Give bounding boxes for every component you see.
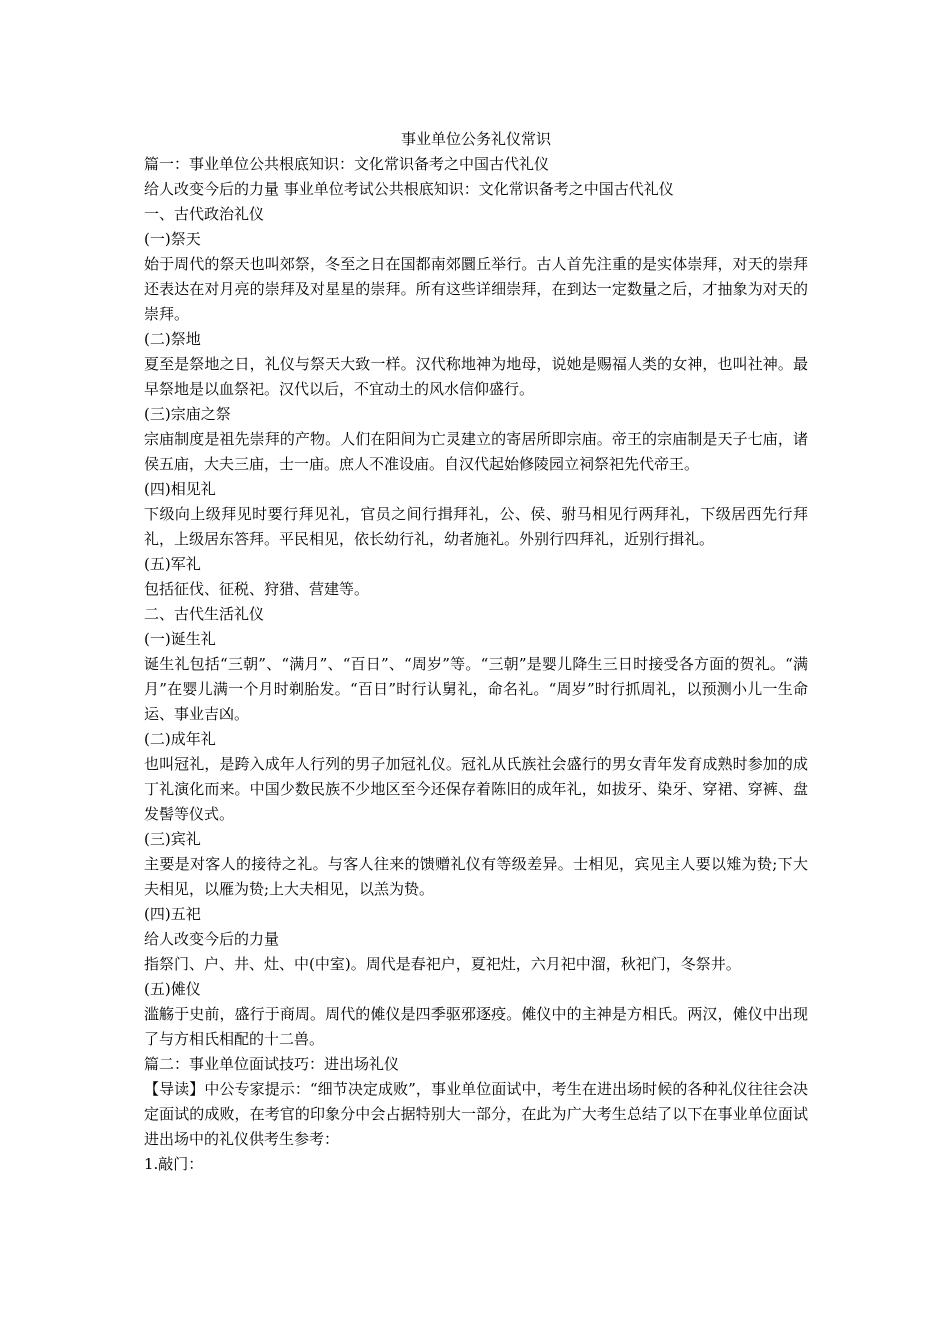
paragraph-five-sacrifices: 指祭门、户、井、灶、中(中室)。周代是春祀户，夏祀灶，六月祀中溜，秋祀门，冬祭井。 [144,955,741,973]
paragraph-nuo-rites: 滥觞于史前，盛行于商周。周代的傩仪是四季驱邪逐疫。傩仪中的主神是方相氏。两汉，傩仪中出现了与方相氏相配的十二兽。 [144,1005,808,1048]
paragraph-birth-rites: 诞生礼包括“三朝”、“满月”、“百日”、“周岁”等。“三朝”是婴儿降生三日时接受各方面的贺礼。“满月”在婴儿满一个月时剃胎发。“百日”时行认舅礼，命名礼。“周岁”时行抓周礼，以预测小儿一生命运、事业吉凶。 [144,655,808,723]
subheading-worship-heaven: (一)祭天 [144,230,201,248]
subheading-military-rites: (五)军礼 [144,555,201,573]
section-heading-life-rites: 二、古代生活礼仪 [144,605,265,623]
paragraph-meeting-rites: 下级向上级拜见时要行拜见礼，官员之间行揖拜礼，公、侯、驸马相见行两拜礼，下级居西先行拜礼，上级居东答拜。平民相见，依长幼行礼，幼者施礼。外别行四拜礼，近别行揖礼。 [144,505,808,548]
subheading-worship-earth: (二)祭地 [144,330,201,348]
subheading-nuo-rites: (五)傩仪 [144,980,201,998]
paragraph-article-1-heading: 篇一：事业单位公共根底知识：文化常识备考之中国古代礼仪 [144,155,550,173]
document-title: 事业单位公务礼仪常识 [400,130,551,148]
paragraph-knock-door: 1.敲门： [144,1155,204,1173]
section-heading-political-rites: 一、古代政治礼仪 [144,205,265,223]
paragraph-coming-of-age: 也叫冠礼，是跨入成年人行列的男子加冠礼仪。冠礼从氏族社会盛行的男女青年发育成熟时参加的成丁礼演化而来。中国少数民族不少地区至今还保存着陈旧的成年礼，如拔牙、染牙、穿裙、穿裤、盘发髻等仪式。 [144,755,808,823]
paragraph-ancestral-temple: 宗庙制度是祖先崇拜的产物。人们在阳间为亡灵建立的寄居所即宗庙。帝王的宗庙制是天子七庙，诸侯五庙，大夫三庙，士一庙。庶人不准设庙。自汉代起始修陵园立祠祭祀先代帝王。 [144,430,808,473]
paragraph-slogan: 给人改变今后的力量 事业单位考试公共根底知识：文化常识备考之中国古代礼仪 [144,180,674,198]
paragraph-worship-heaven: 始于周代的祭天也叫郊祭，冬至之日在国都南郊圜丘举行。古人首先注重的是实体崇拜，对天的崇拜还表达在对月亮的崇拜及对星星的崇拜。所有这些详细崇拜，在到达一定数量之后，才抽象为对天的崇拜。 [144,255,808,323]
paragraph-worship-earth: 夏至是祭地之日，礼仪与祭天大致一样。汉代称地神为地母，说她是赐福人类的女神，也叫社神。最早祭地是以血祭祀。汉代以后，不宜动土的风水信仰盛行。 [144,355,808,398]
paragraph-slogan-repeat: 给人改变今后的力量 [144,930,280,948]
paragraph-article-2-heading: 篇二：事业单位面试技巧：进出场礼仪 [144,1055,400,1073]
subheading-five-sacrifices: (四)五祀 [144,905,201,923]
document-body [144,127,808,1177]
subheading-coming-of-age: (二)成年礼 [144,730,216,748]
subheading-birth-rites: (一)诞生礼 [144,630,216,648]
subheading-ancestral-temple: (三)宗庙之祭 [144,405,231,423]
paragraph-introduction: 【导读】中公专家提示：“细节决定成败”，事业单位面试中，考生在进出场时候的各种礼仪往往会决定面试的成败，在考官的印象分中会占据特别大一部分，在此为广大考生总结了以下在事业单位面试进出场中的礼仪供考生参考： [144,1080,808,1148]
paragraph-military-rites: 包括征伐、征税、狩猎、营建等。 [144,580,370,598]
subheading-meeting-rites: (四)相见礼 [144,480,216,498]
subheading-guest-rites: (三)宾礼 [144,830,201,848]
paragraph-guest-rites: 主要是对客人的接待之礼。与客人往来的馈赠礼仪有等级差异。士相见，宾见主人要以雉为贽;下大夫相见，以雁为贽;上大夫相见，以羔为贽。 [144,855,808,898]
